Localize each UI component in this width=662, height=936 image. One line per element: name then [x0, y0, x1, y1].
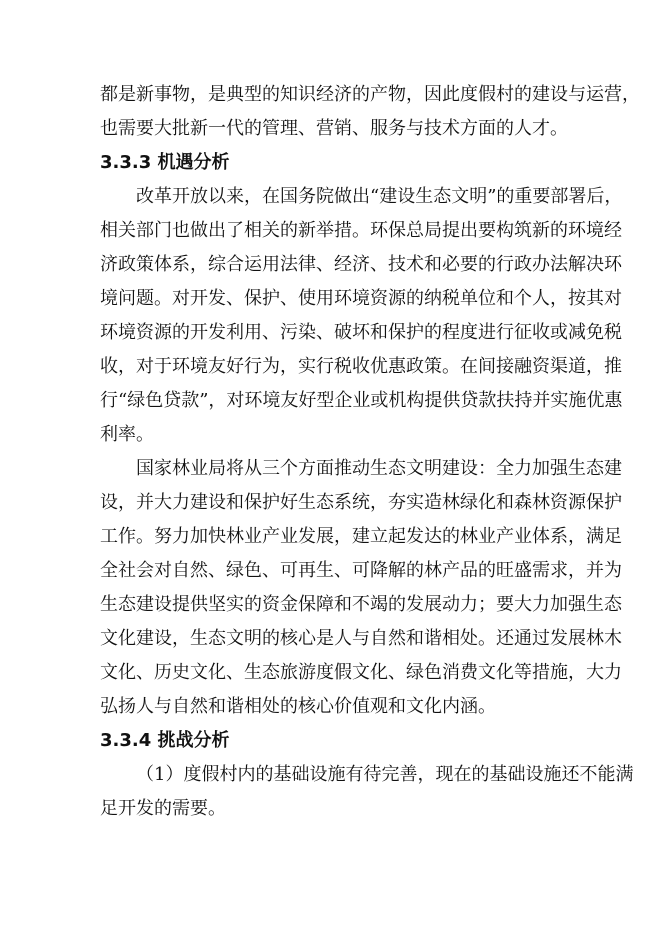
section-heading-challenge: 3.3.4 挑战分析 [100, 730, 230, 751]
opportunity-paragraph-1 [100, 180, 623, 452]
text-line: 文化建设，生态文明的核心是人与自然和谐相处。还通过发展林木 [100, 628, 622, 649]
challenge-paragraph-1 [100, 758, 634, 826]
text-line: 环境资源的开发利用、污染、破坏和保护的程度进行征收或减免税 [100, 322, 622, 343]
text-line: 国家林业局将从三个方面推动生态文明建设：全力加强生态建 [136, 458, 622, 479]
text-line: 生态建设提供坚实的资金保障和不竭的发展动力；要大力加强生态 [100, 594, 622, 615]
opportunity-paragraph-2 [100, 452, 622, 724]
text-line: 境问题。对开发、保护、使用环境资源的纳税单位和个人，按其对 [100, 288, 622, 309]
text-line: 改革开放以来，在国务院做出“建设生态文明”的重要部署后， [136, 186, 623, 207]
text-line: 足开发的需要。 [100, 798, 226, 819]
text-line: 利率。 [100, 424, 154, 445]
text-line: 文化、历史文化、生态旅游度假文化、绿色消费文化等措施，大力 [100, 662, 622, 683]
text-line: 行“绿色贷款”，对环境友好型企业或机构提供贷款扶持并实施优惠 [100, 390, 623, 411]
text-line: 收，对于环境友好行为，实行税收优惠政策。在间接融资渠道，推 [100, 356, 622, 377]
text-line: 相关部门也做出了相关的新举措。环保总局提出要构筑新的环境经 [100, 220, 622, 241]
text-line: 都是新事物，是典型的知识经济的产物，因此度假村的建设与运营， [100, 84, 640, 105]
text-line: 济政策体系，综合运用法律、经济、技术和必要的行政办法解决环 [100, 254, 622, 275]
section-heading-opportunity: 3.3.3 机遇分析 [100, 152, 230, 173]
text-line: 工作。努力加快林业产业发展，建立起发达的林业产业体系，满足 [100, 526, 622, 547]
document-page [100, 78, 640, 826]
text-line: 设，并大力建设和保护好生态系统，夯实造林绿化和森林资源保护 [100, 492, 622, 513]
text-line: 弘扬人与自然和谐相处的核心价值观和文化内涵。 [100, 696, 496, 717]
text-line: （1）度假村内的基础设施有待完善，现在的基础设施还不能满 [136, 764, 634, 785]
continuation-paragraph [100, 78, 640, 146]
text-line: 也需要大批新一代的管理、营销、服务与技术方面的人才。 [100, 118, 568, 139]
text-line: 全社会对自然、绿色、可再生、可降解的林产品的旺盛需求，并为 [100, 560, 622, 581]
